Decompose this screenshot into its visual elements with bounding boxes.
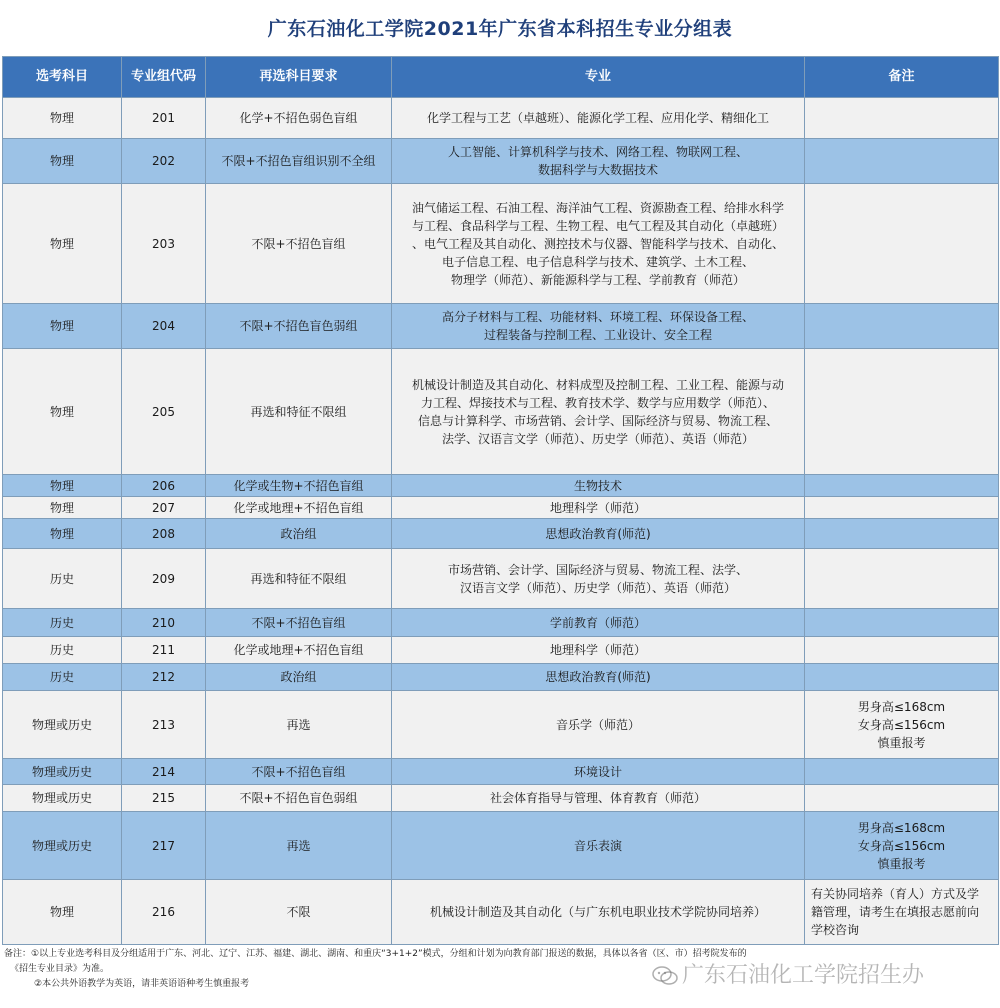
- cell-majors: 思想政治教育(师范): [392, 519, 805, 549]
- cell-note: [805, 637, 999, 664]
- cell-majors: 化学工程与工艺（卓越班）、能源化学工程、应用化学、精细化工: [392, 98, 805, 139]
- cell-requirement: 政治组: [206, 664, 392, 691]
- cell-note: [805, 609, 999, 637]
- cell-code: 215: [122, 785, 206, 812]
- cell-code: 213: [122, 691, 206, 759]
- cell-subject: 历史: [3, 637, 122, 664]
- cell-note: [805, 349, 999, 475]
- cell-code: 201: [122, 98, 206, 139]
- cell-majors: 高分子材料与工程、功能材料、环境工程、环保设备工程、 过程装备与控制工程、工业设计、安全工程: [392, 304, 805, 349]
- cell-note: [805, 304, 999, 349]
- cell-requirement: 化学或生物+不招色盲组: [206, 475, 392, 497]
- cell-note: [805, 759, 999, 785]
- cell-requirement: 再选和特征不限组: [206, 349, 392, 475]
- cell-majors: 音乐表演: [392, 812, 805, 880]
- cell-subject: 物理: [3, 139, 122, 184]
- table-row: [3, 549, 999, 609]
- cell-requirement: 不限+不招色盲色弱组: [206, 304, 392, 349]
- major-group-table: [2, 56, 999, 945]
- table-row: [3, 349, 999, 475]
- cell-note: [805, 549, 999, 609]
- cell-code: 216: [122, 880, 206, 945]
- cell-requirement: 化学或地理+不招色盲组: [206, 497, 392, 519]
- cell-note: [805, 139, 999, 184]
- cell-subject: 历史: [3, 549, 122, 609]
- cell-majors: 机械设计制造及其自动化、材料成型及控制工程、工业工程、能源与动 力工程、焊接技术与工程、教育技术学、数学与应用数学（师范）、 信息与计算科学、市场营销、会计学、国际经济与贸易、物流工程、 法学、汉语言文学（师范）、历史学（师范）、英语（师范）: [392, 349, 805, 475]
- cell-code: 217: [122, 812, 206, 880]
- cell-code: 207: [122, 497, 206, 519]
- cell-code: 202: [122, 139, 206, 184]
- table-row: [3, 880, 999, 945]
- cell-majors: 机械设计制造及其自动化（与广东机电职业技术学院协同培养）: [392, 880, 805, 945]
- cell-code: 210: [122, 609, 206, 637]
- cell-subject: 物理: [3, 349, 122, 475]
- table-row: [3, 519, 999, 549]
- cell-subject: 物理: [3, 98, 122, 139]
- table-row: [3, 812, 999, 880]
- cell-requirement: 不限+不招色盲色弱组: [206, 785, 392, 812]
- table-row: [3, 637, 999, 664]
- table-row: [3, 139, 999, 184]
- header-subject: 选考科目: [3, 57, 122, 98]
- cell-subject: 物理或历史: [3, 785, 122, 812]
- cell-note: 男身高≤168cm 女身高≤156cm 慎重报考: [805, 691, 999, 759]
- cell-subject: 物理: [3, 184, 122, 304]
- cell-requirement: 政治组: [206, 519, 392, 549]
- cell-code: 214: [122, 759, 206, 785]
- watermark-text: 广东石油化工学院招生办: [682, 963, 925, 988]
- page-title: 广东石油化工学院2021年广东省本科招生专业分组表: [267, 18, 733, 40]
- cell-requirement: 不限+不招色盲组识别不全组: [206, 139, 392, 184]
- cell-majors: 市场营销、会计学、国际经济与贸易、物流工程、法学、 汉语言文学（师范）、历史学（师范）、英语（师范）: [392, 549, 805, 609]
- table-row: [3, 184, 999, 304]
- cell-subject: 物理: [3, 880, 122, 945]
- header-code: 专业组代码: [122, 57, 206, 98]
- cell-note: [805, 785, 999, 812]
- cell-subject: 历史: [3, 609, 122, 637]
- cell-code: 206: [122, 475, 206, 497]
- cell-note: [805, 664, 999, 691]
- cell-note: 男身高≤168cm 女身高≤156cm 慎重报考: [805, 812, 999, 880]
- cell-requirement: 不限+不招色盲组: [206, 184, 392, 304]
- table-row: [3, 304, 999, 349]
- header-requirement: 再选科目要求: [206, 57, 392, 98]
- cell-requirement: 再选: [206, 812, 392, 880]
- cell-requirement: 化学+不招色弱色盲组: [206, 98, 392, 139]
- footnote-line: 备注：①以上专业选考科目及分组适用于广东、河北、辽宁、江苏、福建、湖北、湖南、和重庆“3+1+2”模式，分组和计划为向教育部门报送的数据，具体以各省（区、市）招考院发布的: [4, 949, 747, 959]
- cell-code: 209: [122, 549, 206, 609]
- cell-subject: 历史: [3, 664, 122, 691]
- cell-code: 205: [122, 349, 206, 475]
- cell-subject: 物理或历史: [3, 759, 122, 785]
- cell-subject: 物理: [3, 497, 122, 519]
- header-note: 备注: [805, 57, 999, 98]
- footnote-line: 《招生专业目录》为准。: [10, 964, 110, 974]
- cell-note: [805, 184, 999, 304]
- cell-subject: 物理: [3, 304, 122, 349]
- cell-note: [805, 98, 999, 139]
- cell-requirement: 不限+不招色盲组: [206, 759, 392, 785]
- cell-requirement: 再选: [206, 691, 392, 759]
- cell-code: 212: [122, 664, 206, 691]
- cell-majors: 音乐学（师范）: [392, 691, 805, 759]
- cell-code: 208: [122, 519, 206, 549]
- wechat-icon: [652, 966, 678, 986]
- cell-requirement: 化学或地理+不招色盲组: [206, 637, 392, 664]
- cell-majors: 地理科学（师范）: [392, 637, 805, 664]
- table-row: [3, 759, 999, 785]
- table-row: [3, 664, 999, 691]
- cell-subject: 物理或历史: [3, 691, 122, 759]
- table-row: [3, 785, 999, 812]
- table-header-row: [3, 57, 999, 98]
- header-majors: 专业: [392, 57, 805, 98]
- cell-code: 211: [122, 637, 206, 664]
- cell-code: 203: [122, 184, 206, 304]
- table-row: [3, 497, 999, 519]
- cell-majors: 生物技术: [392, 475, 805, 497]
- cell-note: [805, 497, 999, 519]
- watermark: [652, 958, 924, 989]
- cell-subject: 物理: [3, 475, 122, 497]
- table-row: [3, 691, 999, 759]
- cell-code: 204: [122, 304, 206, 349]
- cell-majors: 人工智能、计算机科学与技术、网络工程、物联网工程、 数据科学与大数据技术: [392, 139, 805, 184]
- cell-note: [805, 519, 999, 549]
- table-row: [3, 98, 999, 139]
- footnote-line: ②本公共外语教学为英语，请非英语语种考生慎重报考: [34, 979, 250, 989]
- table-row: [3, 475, 999, 497]
- cell-subject: 物理: [3, 519, 122, 549]
- cell-note: [805, 475, 999, 497]
- cell-majors: 社会体育指导与管理、体育教育（师范）: [392, 785, 805, 812]
- cell-subject: 物理或历史: [3, 812, 122, 880]
- cell-majors: 地理科学（师范）: [392, 497, 805, 519]
- cell-majors: 学前教育（师范）: [392, 609, 805, 637]
- cell-requirement: 不限+不招色盲组: [206, 609, 392, 637]
- cell-majors: 思想政治教育(师范): [392, 664, 805, 691]
- cell-majors: 环境设计: [392, 759, 805, 785]
- cell-note: 有关协同培养（育人）方式及学 籍管理，请考生在填报志愿前向 学校咨询: [805, 880, 999, 945]
- cell-requirement: 不限: [206, 880, 392, 945]
- cell-majors: 油气储运工程、石油工程、海洋油气工程、资源勘查工程、给排水科学 与工程、食品科学与工程、生物工程、电气工程及其自动化（卓越班） 、电气工程及其自动化、测控技术与仪器、智能科学与技术、自动化、 电子信息工程、电子信息科学与技术、建筑学、土木工程、 物理学（师范）、新能源科学与工程、学前教育（师范）: [392, 184, 805, 304]
- cell-requirement: 再选和特征不限组: [206, 549, 392, 609]
- table-row: [3, 609, 999, 637]
